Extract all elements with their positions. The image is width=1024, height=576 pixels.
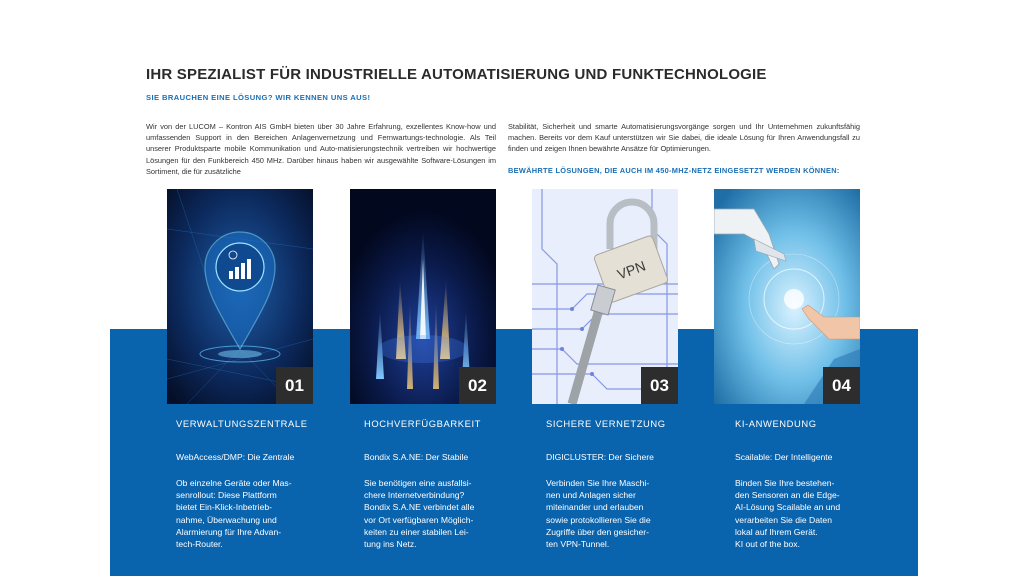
page-title: IHR SPEZIALIST FÜR INDUSTRIELLE AUTOMATISIERUNG UND FUNKTECHNOLOGIE <box>146 66 767 83</box>
card-category: KI-ANWENDUNG <box>735 418 817 429</box>
card-image-hochverfuegbarkeit[interactable] <box>350 189 496 404</box>
card-number-badge: 02 <box>459 367 496 404</box>
card-image-sichere-vernetzung[interactable] <box>532 189 678 404</box>
card-image-verwaltungszentrale[interactable] <box>167 189 313 404</box>
card-description: Ob einzelne Geräte oder Mas- senrollout: Diese Plattform bietet Ein-Klick-Inbetrieb- nahme, Überwachung und Alarmierung für Ihre Advan- tech-Router. <box>176 478 292 550</box>
card-product-title[interactable]: Bondix S.A.NE: Der Stabile <box>364 452 469 462</box>
card-product-title[interactable]: WebAccess/DMP: Die Zentrale <box>176 452 295 462</box>
card-number-badge: 03 <box>641 367 678 404</box>
card-category: SICHERE VERNETZUNG <box>546 418 666 429</box>
card-category: VERWALTUNGSZENTRALE <box>176 418 308 429</box>
card-description: Verbinden Sie Ihre Maschi- nen und Anlagen sicher miteinander und erlauben sowie protokollieren Sie die Zugriffe über den gesicher- ten VPN-Tunnel. <box>546 478 651 550</box>
card-description: Binden Sie Ihre bestehen- den Sensoren an die Edge- AI-Lösung Scailable an und verarbeiten Sie die Daten lokal auf Ihrem Gerät. KI out of the box. <box>735 478 841 550</box>
card-description: Sie benötigen eine ausfallsi- chere Internetverbindung? Bondix S.A.NE verbindet alle vor Ort verfügbaren Möglich- keiten zu einer stabilen Lei- tung ins Netz. <box>364 478 475 550</box>
vpn-label: VPN <box>615 257 648 283</box>
solutions-heading: BEWÄHRTE LÖSUNGEN, DIE AUCH IM 450-MHZ-NETZ EINGESETZT WERDEN KÖNNEN: <box>508 166 840 175</box>
intro-text-right: Stabilität, Sicherheit und smarte Automatisierungsvorgänge sorgen und Ihr Unternehmen zukunftsfähig machen. Bereits vor dem Kauf unterstützen wir Sie dabei, die ideale Lösung für Ihren Anwendungsfall zu finden und zeigen Ihnen bewährte Ansätze für Optimierungen. <box>508 122 860 154</box>
intro-text-left: Wir von der LUCOM – Kontron AIS GmbH bieten über 30 Jahre Erfahrung, exzellentes Know-how und umfassenden Support in den Bereichen Anlagenvernetzung und Fernwartungs-technologie. Als Teil unserer Produktsparte mobile Kommunikation und Auto-matisierungstechnik vertreiben wir hochwertige Lösungen für den Funkbereich 450 MHz. Darüber hinaus haben wir ausgewählte Software-Lösungen im Sortiment, die für zusätzliche <box>146 122 496 176</box>
card-number-badge: 04 <box>823 367 860 404</box>
card-number-badge: 01 <box>276 367 313 404</box>
page-subtitle: SIE BRAUCHEN EINE LÖSUNG? WIR KENNEN UNS AUS! <box>146 93 371 102</box>
card-category: HOCHVERFÜGBARKEIT <box>364 418 481 429</box>
card-product-title[interactable]: DIGICLUSTER: Der Sichere <box>546 452 654 462</box>
card-image-ki-anwendung[interactable] <box>714 189 860 404</box>
card-product-title[interactable]: Scailable: Der Intelligente <box>735 452 833 462</box>
